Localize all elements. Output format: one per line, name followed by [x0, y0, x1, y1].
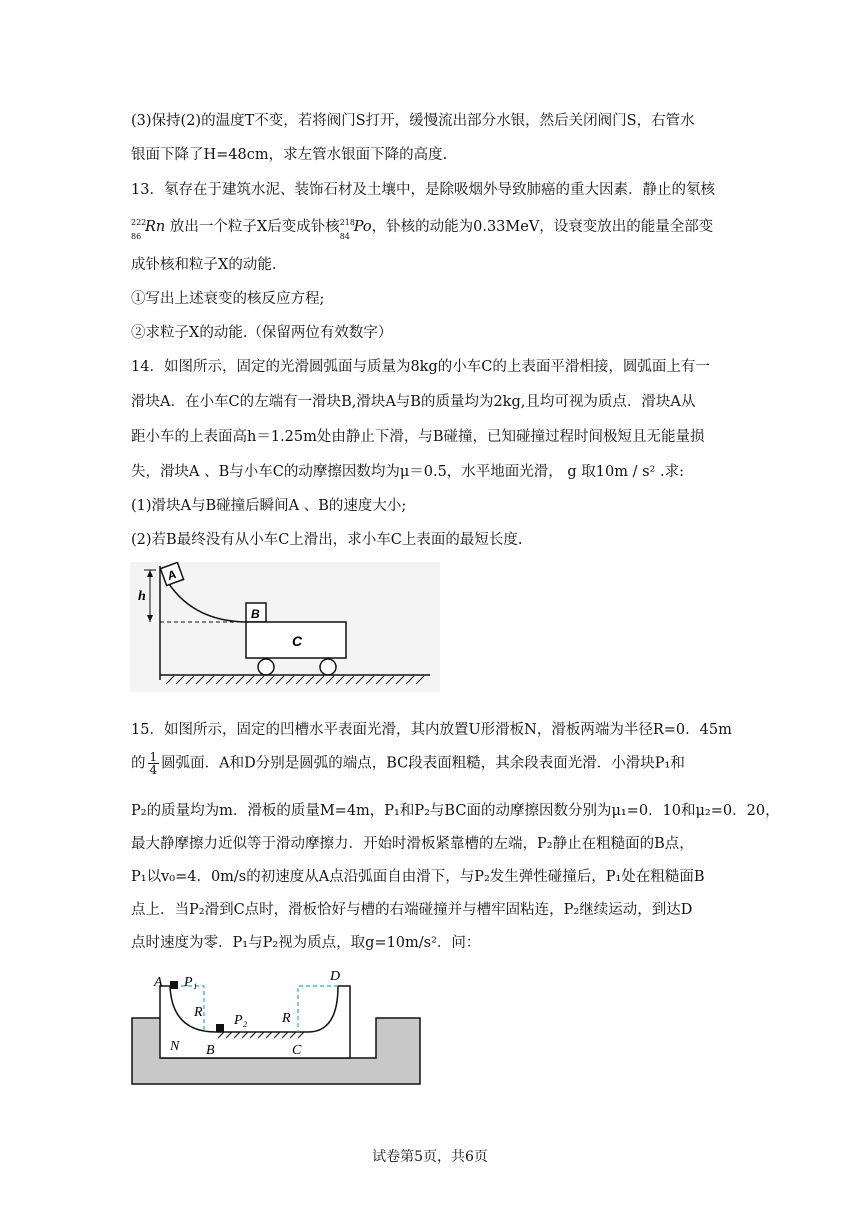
- po-symbol: Po: [353, 219, 372, 235]
- cart-wheel-right: [320, 659, 336, 675]
- slider-n-label: N: [170, 1039, 180, 1054]
- point-d-label: D: [330, 969, 341, 984]
- q13-line-2: [131, 216, 714, 241]
- point-a-label: A: [154, 975, 163, 990]
- rn-mass-number: 222: [131, 218, 147, 227]
- cart-wheel-left: [258, 659, 274, 675]
- q15-figure: [130, 968, 426, 1090]
- q14-line-2: 滑块A．在小车C的左端有一滑块B,滑块A与B的质量均为2kg,且均可视为质点．滑块A从: [131, 394, 696, 410]
- one-quarter-fraction: [148, 751, 160, 776]
- rn-symbol: Rn: [145, 219, 166, 235]
- q12-line-1: (3)保持(2)的温度T不变，若将阀门S打开，缓慢流出部分水银，然后关闭阀门S，右管水: [131, 113, 695, 129]
- q15-line-2-prefix: 的: [131, 755, 146, 772]
- q15-line-3: P₂的质量均为m．滑板的质量M=4m，P₁和P₂与BC面的动摩擦因数分别为μ₁=0．10和μ₂=0．20，: [131, 803, 780, 819]
- q13-subquestion-2: ②求粒子X的动能.（保留两位有效数字）: [131, 325, 393, 341]
- q15-line-7: 点时速度为零．P₁与P₂视为质点，取g=10m/s²．问：: [131, 935, 481, 951]
- q13-line-2-text-a: 放出一个粒子X后变成钋核: [165, 219, 340, 235]
- q15-line-5: P₁以v₀=4．0m/s的初速度从A点沿弧面自由滑下，与P₂发生弹性碰撞后，P₁处在粗糙面B: [131, 869, 705, 885]
- block-p2: [216, 1024, 224, 1032]
- q15-line-2-text: 圆弧面．A和D分别是圆弧的端点，BC段表面粗糙，其余段表面光滑．小滑块P₁和: [161, 755, 685, 772]
- q14-subquestion-2: (2)若B最终没有从小车C上滑出，求小车C上表面的最短长度.: [131, 532, 523, 548]
- q14-line-4: 失，滑块A 、B与小车C的动摩擦因数均为μ＝0.5，水平地面光滑， g 取10m / s² .求:: [131, 464, 684, 480]
- q14-line-1: 14．如图所示，固定的光滑圆弧面与质量为8kg的小车C的上表面平滑相接，圆弧面上有一: [131, 359, 710, 375]
- rn-nuclide-indices: [131, 216, 147, 241]
- po-mass-number: 218: [339, 218, 355, 227]
- q15-line-4: 最大静摩擦力近似等于滑动摩擦力．开始时滑板紧靠槽的左端，P₂静止在粗糙面的B点，: [131, 836, 694, 852]
- page-footer: 试卷第5页，共6页: [372, 1149, 488, 1165]
- block-b-label: B: [251, 607, 260, 621]
- cart-c-label: C: [292, 633, 303, 649]
- q15-line-2: [131, 751, 685, 776]
- radius-label-left: R: [194, 1005, 203, 1020]
- radius-label-right: R: [282, 1011, 291, 1026]
- block-a-label: A: [165, 567, 179, 584]
- po-nuclide-indices: [339, 216, 355, 241]
- q15-line-1: 15．如图所示，固定的凹槽水平表面光滑，其内放置U形滑板N，滑板两端为半径R=0．45m: [131, 722, 732, 738]
- p1-label: P₁: [184, 975, 198, 990]
- q13-line-1: 13．氡存在于建筑水泥、装饰石材及土壤中，是除吸烟外导致肺癌的重大因素．静止的氡核: [131, 182, 715, 198]
- rn-atomic-number: 86: [131, 232, 142, 241]
- fraction-numerator: 1: [149, 750, 158, 764]
- q14-line-3: 距小车的上表面高h＝1.25m处由静止下滑，与B碰撞，已知碰撞过程时间极短且无能量损: [131, 429, 705, 445]
- q15-line-6: 点上．当P₂滑到C点时，滑板恰好与槽的右端碰撞并与槽牢固粘连，P₂继续运动，到达D: [131, 902, 693, 918]
- slider-board-n: [160, 986, 350, 1058]
- po-atomic-number: 84: [339, 232, 350, 241]
- point-b-label: B: [206, 1043, 215, 1058]
- q13-line-3: 成钋核和粒子X的动能.: [131, 257, 277, 273]
- q12-line-2: 银面下降了H=48cm，求左管水银面下降的高度.: [131, 147, 448, 163]
- q14-subquestion-1: (1)滑块A与B碰撞后瞬间A 、B的速度大小;: [131, 498, 407, 514]
- q13-line-2-text-b: ，钋核的动能为0.33MeV，设衰变放出的能量全部变: [371, 219, 714, 235]
- q14-figure: [130, 562, 440, 692]
- point-c-label: C: [292, 1043, 302, 1058]
- h-label: h: [138, 589, 146, 604]
- block-p1: [170, 981, 178, 989]
- fraction-denominator: 4: [149, 763, 158, 777]
- p2-label: P₂: [234, 1013, 248, 1028]
- q13-subquestion-1: ①写出上述衰变的核反应方程;: [131, 291, 325, 307]
